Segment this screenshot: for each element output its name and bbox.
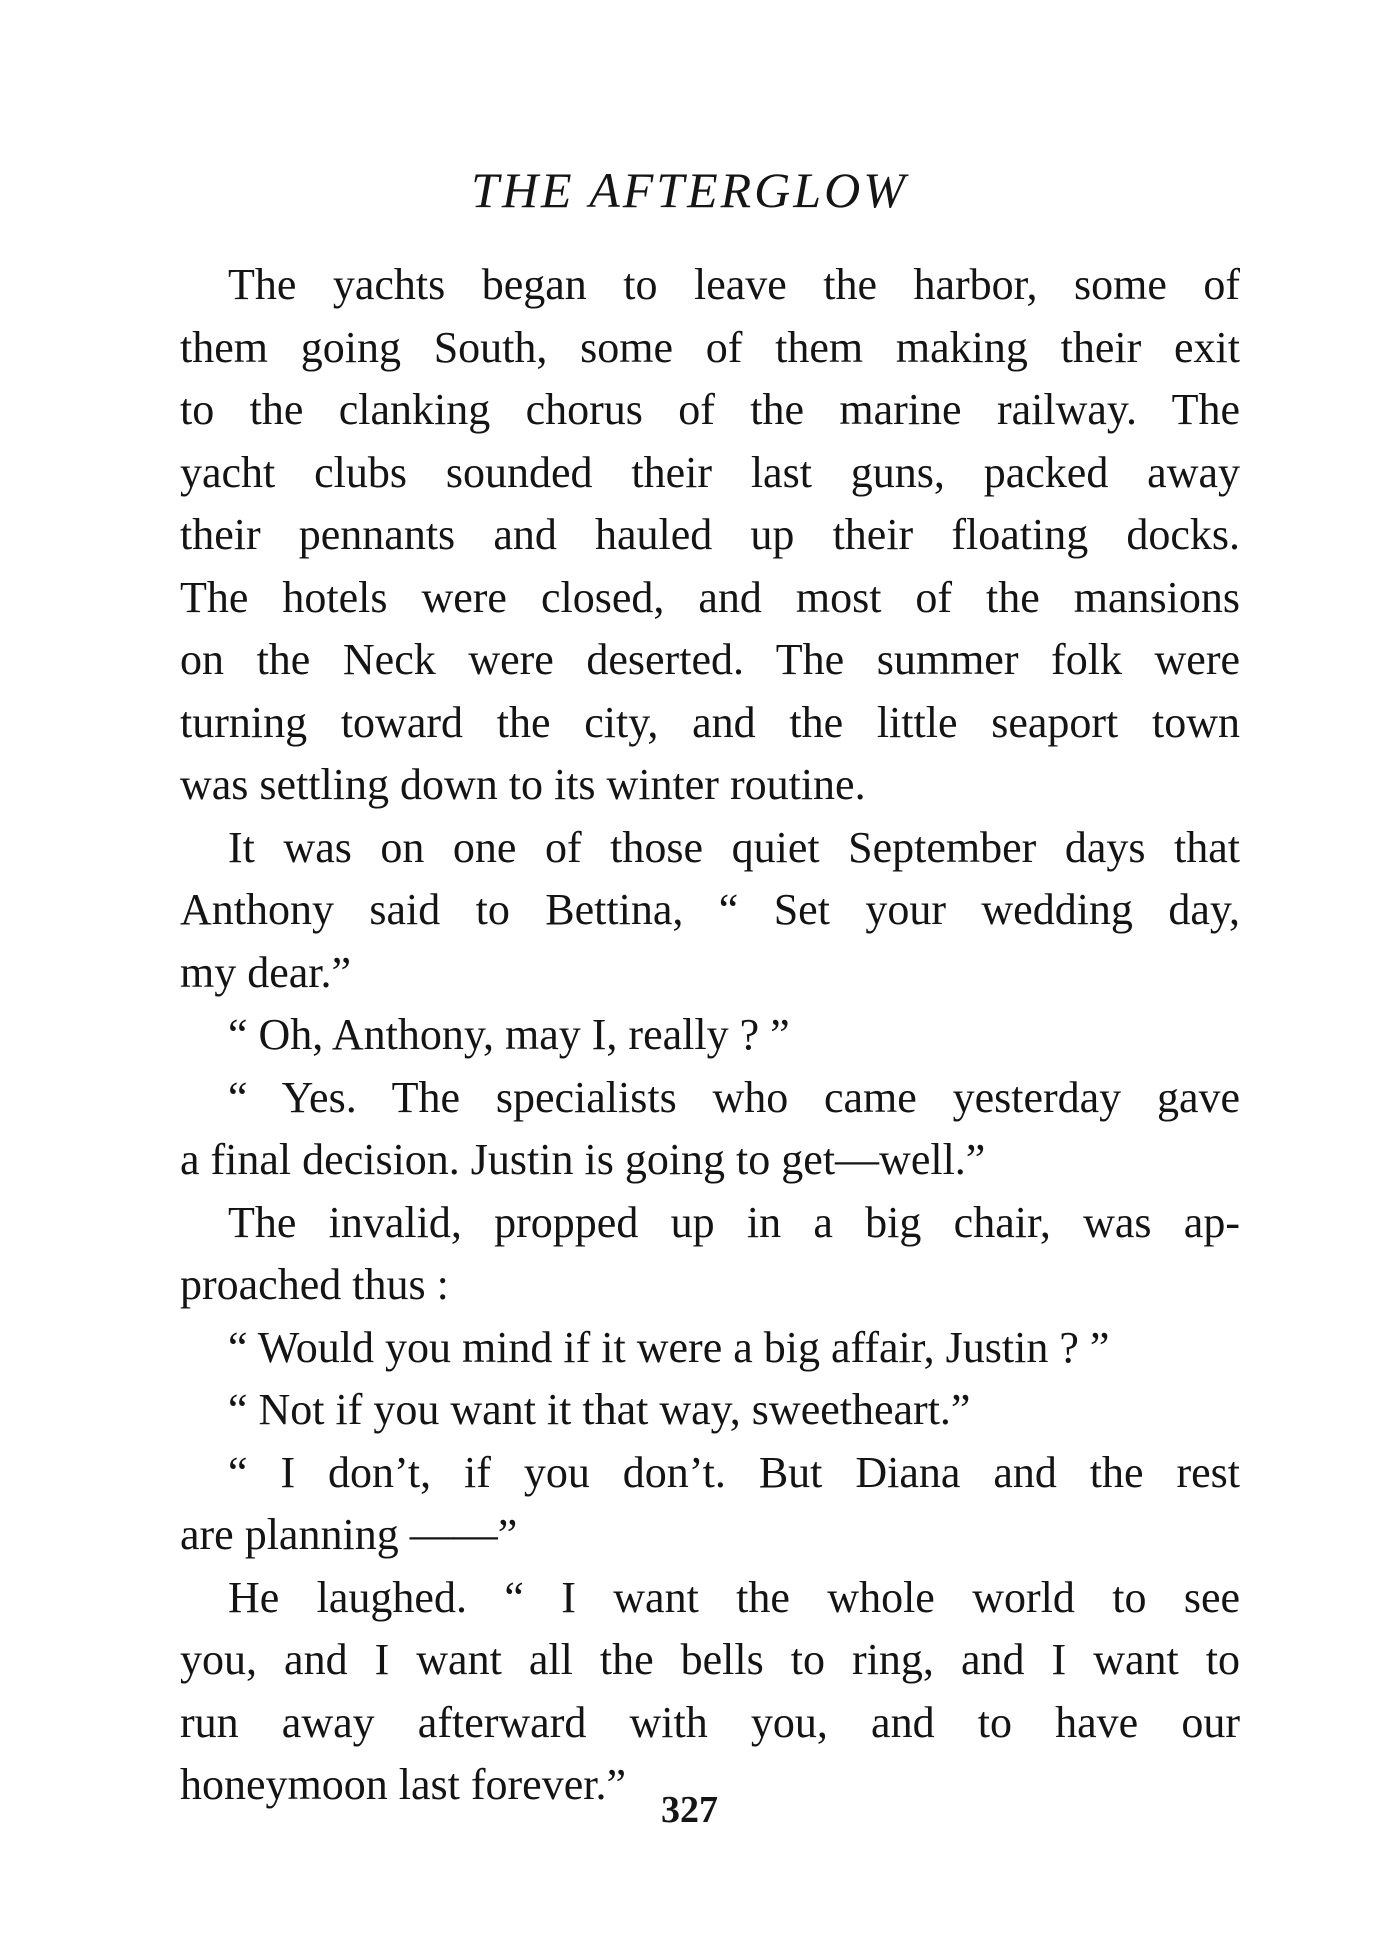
text-line: The hotels were closed, and most of the mansions (180, 572, 1240, 622)
text-line: my dear.” (180, 947, 352, 997)
body-text (180, 254, 1240, 1817)
text-line: them going South, some of them making their exit (180, 322, 1240, 372)
text-line: It was on one of those quiet September days that (228, 822, 1240, 872)
text-line: you, and I want all the bells to ring, and I want to (180, 1635, 1240, 1684)
text-line: yacht clubs sounded their last guns, packed away (180, 447, 1240, 497)
text-line: “ Would you mind if it were a big affair, Justin ? ” (228, 1322, 1110, 1372)
running-head: THE AFTERGLOW (471, 162, 908, 218)
text-line: He laughed. “ I want the whole world to see (228, 1572, 1240, 1622)
text-line: their pennants and hauled up their floating docks. (180, 510, 1240, 559)
text-line: “ I don’t, if you don’t. But Diana and the rest (228, 1447, 1240, 1497)
text-line: The invalid, propped up in a big chair, was ap- (228, 1197, 1240, 1247)
text-line: on the Neck were deserted. The summer folk were (180, 635, 1240, 684)
text-line: are planning ——” (180, 1510, 518, 1559)
text-line: Anthony said to Bettina, “ Set your wedding day, (180, 885, 1240, 934)
text-line: a final decision. Justin is going to get—well.” (180, 1135, 986, 1184)
text-line: was settling down to its winter routine. (180, 760, 866, 809)
text-line: to the clanking chorus of the marine railway. The (180, 385, 1240, 434)
text-line: honeymoon last forever.” (180, 1760, 626, 1809)
text-line: “ Not if you want it that way, sweetheart.” (228, 1385, 971, 1434)
text-line: proached thus : (180, 1260, 449, 1309)
text-line: run away afterward with you, and to have our (180, 1697, 1240, 1747)
text-line: “ Yes. The specialists who came yesterday gave (228, 1072, 1240, 1122)
text-line: “ Oh, Anthony, may I, really ? ” (228, 1010, 790, 1059)
page-number: 327 (661, 1789, 718, 1831)
text-line: turning toward the city, and the little seaport town (180, 697, 1240, 747)
text-line: The yachts began to leave the harbor, some of (228, 260, 1240, 309)
